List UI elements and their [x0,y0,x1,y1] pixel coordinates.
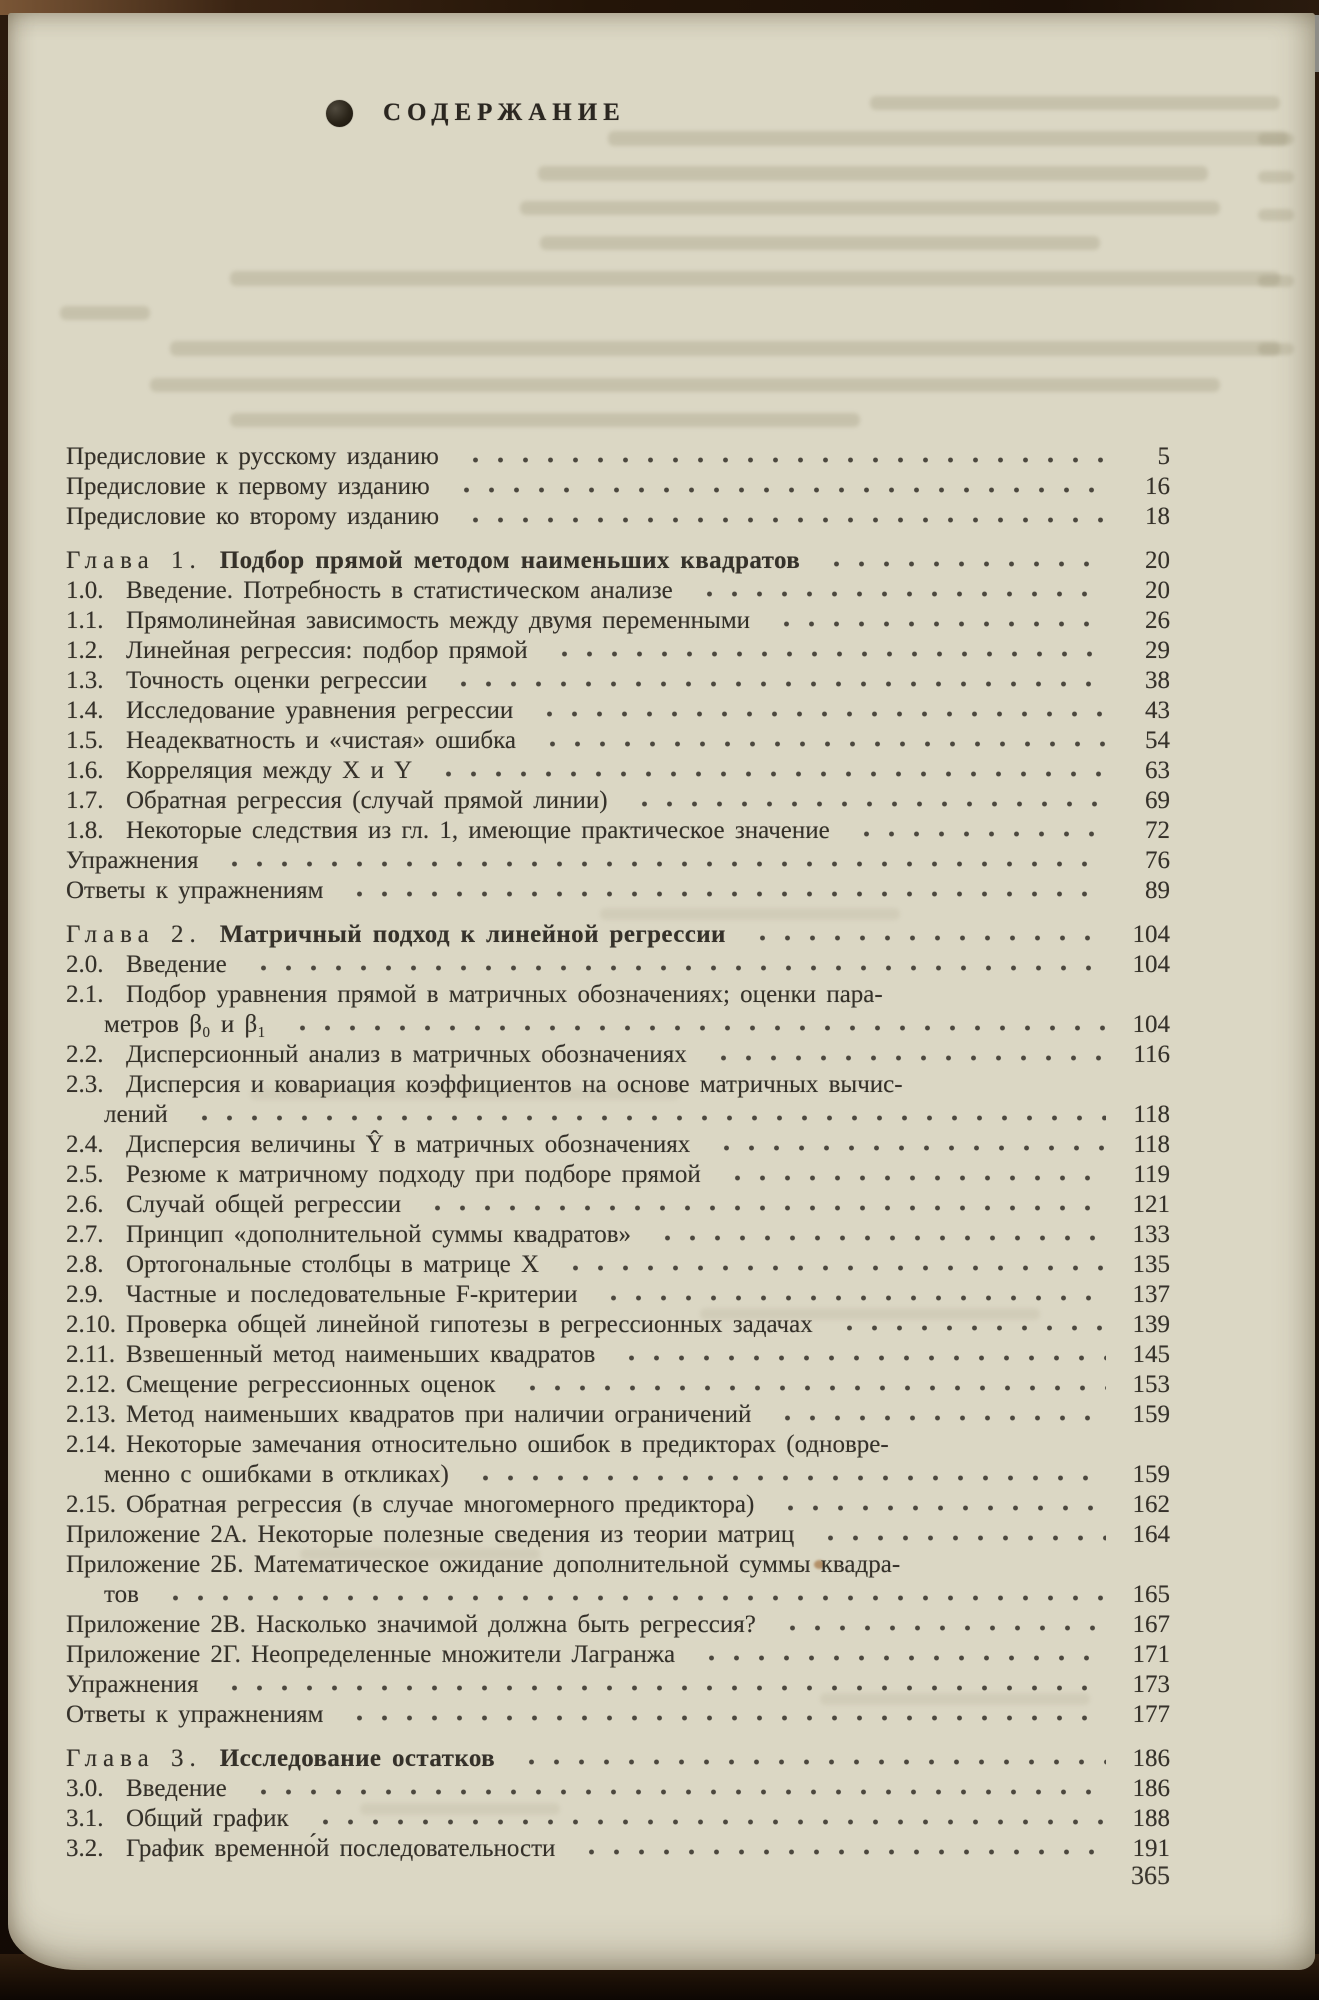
toc-entry-page: 139 [1132,1311,1170,1338]
dot-leader [742,920,1106,950]
toc-entry-page: 171 [1132,1641,1170,1668]
dot-leader [446,472,1106,502]
dot-leader [243,950,1106,980]
toc-chapter-row [66,546,1170,576]
toc-entry-page: 104 [1132,1011,1170,1038]
dot-leader [829,1310,1106,1340]
toc-entry-page: 5 [1157,443,1170,470]
toc-entry-row [66,950,1170,980]
toc-entry-page: 18 [1145,503,1170,530]
toc-entry-number: 2.4. [66,1131,104,1158]
toc-entry-page: 137 [1132,1281,1170,1308]
toc-entry-label: Линейная регрессия: подбор прямой [126,637,528,664]
toc-entry-label: Резюме к матричному подходу при подборе прямой [126,1161,701,1188]
toc-entry-number: 2.7. [66,1221,104,1248]
toc-entry-row [66,502,1170,532]
toc-entry-number: 2.3. [66,1071,104,1098]
toc-entry-label: Введение [126,1775,227,1802]
toc-entry-number: 1.5. [66,727,104,754]
toc-entry-row [66,666,1170,696]
toc-entry-number: Глава 3. [66,1745,202,1772]
dot-leader [155,1580,1106,1610]
toc-entry-label: Предисловие к русскому изданию [66,443,439,470]
dot-leader [611,1340,1106,1370]
toc-entry-page: 63 [1145,757,1170,784]
dot-leader [512,1370,1107,1400]
toc-entry-label: Предисловие ко второму изданию [66,503,440,530]
toc-entry-number: 3.1. [66,1805,104,1832]
dot-leader [339,876,1106,906]
toc-entry-label: Проверка общей линейной гипотезы в регрессионных задачах [126,1311,813,1338]
dot-leader [214,846,1106,876]
toc-entry-row [66,726,1170,756]
toc-entry-row [66,1640,1170,1670]
toc-chapter-row [66,920,1170,950]
toc-entry-number: 2.15. [66,1491,116,1518]
bleedthrough-page-number [1258,171,1294,183]
bleedthrough-page-number [1258,209,1294,221]
dot-leader [810,1520,1106,1550]
toc-entry-page: 20 [1145,577,1170,604]
toc-entry-number: 2.10. [66,1311,116,1338]
toc-entry-label: Подбор уравнения прямой в матричных обозначениях; оценки пара- [126,981,883,1008]
toc-entry-row [66,636,1170,666]
dot-leader [443,666,1106,696]
toc-entry-number: 2.2. [66,1041,104,1068]
toc-entry-row [66,1400,1170,1430]
toc-entry-number: 2.12. [66,1371,116,1398]
toc-entry-label: Исследование остатков [219,1745,495,1772]
dot-leader [511,1744,1106,1774]
dot-leader [846,816,1106,846]
toc-entry-row [66,1774,1170,1804]
toc-entry-row [66,1070,1170,1100]
bleedthrough-text [150,378,1220,392]
toc-entry-number: 2.14. [66,1431,116,1458]
toc-entry-label: Ответы к упражнениям [66,877,324,904]
toc-entry-row [66,876,1170,906]
toc-entry-row [66,696,1170,726]
toc-entry-page: 177 [1132,1701,1170,1728]
bleedthrough-text [538,166,1208,181]
toc-entry-continuation: тов [104,1581,139,1608]
toc-entry-page: 76 [1145,847,1170,874]
toc-entry-page: 145 [1132,1341,1170,1368]
bleedthrough-page-number [1258,133,1294,145]
toc-entry-row [66,1250,1170,1280]
toc-entry-label: Дисперсия величины Ŷ в матричных обозначениях [126,1131,691,1158]
toc-entry-row [66,1520,1170,1550]
dot-leader [770,1490,1106,1520]
toc-entry-label: Прямолинейная зависимость между двумя переменными [126,607,751,634]
toc-entry-label: Принцип «дополнительной суммы квадратов» [126,1221,632,1248]
toc-entry-continuation-row [66,1010,1170,1040]
toc-entry-label: Точность оценки регрессии [126,667,428,694]
dot-leader [703,1040,1106,1070]
bleedthrough-text [230,271,1280,286]
toc-entry-label: Метод наименьших квадратов при наличии ограничений [126,1401,752,1428]
toc-entry-number: 2.0. [66,951,104,978]
toc-entry-continuation: метров β₀ и β₁ [104,1011,266,1038]
dot-leader [455,502,1106,532]
toc-entry-page: 121 [1132,1191,1170,1218]
toc-entry-number: 1.6. [66,757,104,784]
toc-entry-label: Ортогональные столбцы в матрице X [126,1251,540,1278]
bleedthrough-text [60,306,150,320]
page-title: СОДЕРЖАНИЕ [383,99,626,126]
toc-entry-continuation-row [66,1100,1170,1130]
toc-entry-number: 1.0. [66,577,104,604]
toc-entry-page: 133 [1132,1221,1170,1248]
toc-entry-label: Приложение 2А. Некоторые полезные сведения из теории матриц [66,1521,795,1548]
toc-entry-row [66,1834,1170,1864]
toc-entry-row [66,1370,1170,1400]
toc-entry-label: Обратная регрессия (в случае многомерного предиктора) [126,1491,755,1518]
toc-entry-page: 186 [1132,1745,1170,1772]
toc-entry-number: 3.0. [66,1775,104,1802]
toc-entry-page: 118 [1133,1101,1170,1128]
dot-leader [555,1250,1106,1280]
toc-entry-number: 2.9. [66,1281,104,1308]
toc-entry-row [66,980,1170,1010]
toc-entry-row [66,1160,1170,1190]
toc-entry-page: 153 [1132,1371,1170,1398]
toc-entry-page: 162 [1132,1491,1170,1518]
toc-entry-label: Неадекватность и «чистая» ошибка [126,727,517,754]
toc-entry-label: Введение [126,951,227,978]
toc-entry-row [66,606,1170,636]
toc-entry-label: Взвешенный метод наименьших квадратов [126,1341,596,1368]
toc-entry-page: 89 [1145,877,1170,904]
toc-entry-label: Обратная регрессия (случай прямой линии) [126,787,608,814]
dot-leader [339,1700,1106,1730]
toc-entry-label: График временно́й последовательности [126,1835,556,1862]
toc-entry-page: 72 [1145,817,1170,844]
toc-entry-label: Подбор прямой методом наименьших квадратов [219,547,801,574]
toc-entry-label: Матричный подход к линейной регрессии [219,921,726,948]
bullet-icon [326,100,353,127]
toc-entry-label: Упражнения [66,847,199,874]
toc-entry-number: 1.4. [66,697,104,724]
toc-entry-page: 16 [1145,473,1170,500]
book-page [8,13,1315,1970]
toc-entry-page: 165 [1132,1581,1170,1608]
toc-entry-row [66,1280,1170,1310]
toc-entry-label: Дисперсия и ковариация коэффициентов на основе матричных вычис- [126,1071,903,1098]
dot-leader [529,696,1106,726]
toc-entry-number: Глава 2. [66,921,202,948]
dot-leader [816,546,1106,576]
toc-entry-continuation-row [66,1460,1170,1490]
toc-entry-continuation: менно с ошибками в откликах) [104,1461,449,1488]
dot-leader [214,1670,1106,1700]
toc-entry-page: 173 [1132,1671,1170,1698]
toc-entry-page: 104 [1132,921,1170,948]
toc-entry-page: 159 [1132,1461,1170,1488]
toc-entry-row [66,1804,1170,1834]
toc-entry-page: 38 [1145,667,1170,694]
bleedthrough-page-number [1258,275,1294,287]
toc-entry-page: 186 [1132,1775,1170,1802]
toc-entry-page: 20 [1145,547,1170,574]
dot-leader [305,1804,1106,1834]
toc-entry-number: 2.6. [66,1191,104,1218]
toc-entry-page: 167 [1132,1611,1170,1638]
toc-entry-row [66,756,1170,786]
toc-entry-row [66,786,1170,816]
toc-entry-number: 1.7. [66,787,104,814]
toc-entry-page: 116 [1133,1041,1170,1068]
toc-entry-row [66,1190,1170,1220]
toc-entry-number: Глава 1. [66,547,202,574]
toc-entry-row [66,816,1170,846]
toc-entry-page: 164 [1132,1521,1170,1548]
dot-leader [282,1010,1106,1040]
toc-entry-label: Приложение 2В. Насколько значимой должна быть регрессия? [66,1611,756,1638]
bleedthrough-text [230,413,860,427]
toc-entry-row [66,442,1170,472]
toc-entry-number: 2.8. [66,1251,104,1278]
toc-entry-label: Частные и последовательные F-критерии [126,1281,578,1308]
toc-entry-page: 104 [1132,951,1170,978]
toc-entry-number: 2.1. [66,981,104,1008]
toc-entry-page: 26 [1145,607,1170,634]
toc-entry-row [66,846,1170,876]
dot-leader [717,1160,1106,1190]
dot-leader [706,1130,1106,1160]
dot-leader [593,1280,1106,1310]
page-number: 365 [1131,1861,1170,1890]
dot-leader [772,1610,1106,1640]
toc-entry-number: 1.2. [66,637,104,664]
dot-leader [184,1100,1106,1130]
toc-entry-number: 2.11. [66,1341,116,1368]
toc-entry-page: 43 [1145,697,1170,724]
table-of-contents [66,442,1170,1864]
dot-leader [689,576,1106,606]
dot-leader [465,1460,1106,1490]
dot-leader [532,726,1106,756]
dot-leader [767,1400,1106,1430]
toc-entry-page: 191 [1132,1835,1170,1862]
toc-entry-row [66,1340,1170,1370]
toc-entry-label: Исследование уравнения регрессии [126,697,514,724]
dot-leader [417,1190,1106,1220]
dot-leader [766,606,1106,636]
toc-entry-label: Корреляция между X и Y [126,757,413,784]
toc-entry-number: 1.8. [66,817,104,844]
bleedthrough-text [540,236,1100,250]
dot-leader [544,636,1106,666]
toc-entry-row [66,1550,1170,1580]
toc-entry-row [66,1430,1170,1460]
bleedthrough-text [870,96,1280,110]
toc-entry-label: Некоторые замечания относительно ошибок в предикторах (одновре- [126,1431,889,1458]
dot-leader [571,1834,1106,1864]
toc-entry-label: Приложение 2Г. Неопределенные множители Лагранжа [66,1641,676,1668]
toc-entry-row [66,1130,1170,1160]
toc-entry-page: 69 [1145,787,1170,814]
toc-entry-row [66,576,1170,606]
bleedthrough-text [170,341,1280,356]
toc-entry-label: Смещение регрессионных оценок [126,1371,496,1398]
toc-entry-page: 118 [1133,1131,1170,1158]
toc-chapter-row [66,1744,1170,1774]
toc-entry-label: Дисперсионный анализ в матричных обозначениях [126,1041,687,1068]
toc-entry-row [66,1670,1170,1700]
toc-entry-row [66,472,1170,502]
toc-entry-row [66,1700,1170,1730]
toc-entry-continuation-row [66,1580,1170,1610]
toc-entry-label: Приложение 2Б. Математическое ожидание дополнительной суммы квадра- [66,1551,901,1578]
bleedthrough-text [608,131,1288,146]
toc-entry-label: Некоторые следствия из гл. 1, имеющие практическое значение [126,817,830,844]
toc-entry-label: Случай общей регрессии [126,1191,402,1218]
toc-entry-label: Упражнения [66,1671,199,1698]
toc-entry-number: 2.13. [66,1401,116,1428]
toc-entry-label: Введение. Потребность в статистическом анализе [126,577,673,604]
toc-entry-label: Общий график [126,1805,289,1832]
toc-entry-continuation: лений [104,1101,168,1128]
dot-leader [647,1220,1106,1250]
toc-entry-page: 188 [1132,1805,1170,1832]
toc-entry-row [66,1490,1170,1520]
toc-entry-number: 1.3. [66,667,104,694]
toc-entry-row [66,1610,1170,1640]
bleedthrough-page-number [1258,343,1294,355]
toc-entry-number: 2.5. [66,1161,104,1188]
dot-leader [624,786,1106,816]
toc-entry-page: 29 [1145,637,1170,664]
page-heading [326,97,626,129]
toc-entry-page: 159 [1132,1401,1170,1428]
dot-leader [243,1774,1106,1804]
bleedthrough-text [520,201,1220,215]
toc-entry-label: Предисловие к первому изданию [66,473,430,500]
toc-entry-row [66,1040,1170,1070]
toc-entry-number: 3.2. [66,1835,104,1862]
toc-entry-page: 54 [1145,727,1170,754]
toc-entry-page: 135 [1132,1251,1170,1278]
toc-entry-number: 1.1. [66,607,104,634]
dot-leader [691,1640,1106,1670]
toc-entry-label: Ответы к упражнениям [66,1701,324,1728]
toc-entry-page: 119 [1133,1161,1170,1188]
toc-entry-row [66,1220,1170,1250]
toc-entry-row [66,1310,1170,1340]
dot-leader [428,756,1106,786]
dot-leader [455,442,1106,472]
